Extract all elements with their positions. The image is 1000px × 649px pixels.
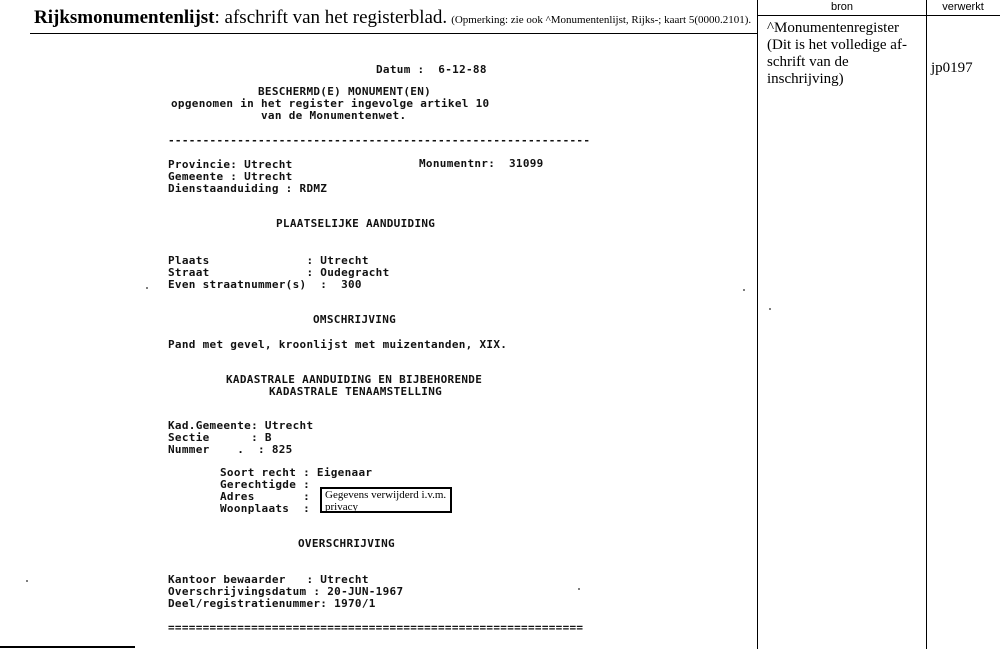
header-divider — [30, 33, 757, 34]
record-heading-2: opgenomen in het register ingevolge artikel 10 — [171, 97, 490, 110]
verwerkt-value: jp0197 — [931, 60, 973, 76]
record-date: Datum : 6-12-88 — [376, 63, 487, 76]
header-title-bold: Rijksmonumentenlijst — [34, 7, 215, 28]
bron-line: (Dit is het volledige af- — [767, 37, 907, 53]
section-omschrijving: OMSCHRIJVING — [313, 313, 397, 326]
bron-line: schrift van de inschrijving) — [767, 54, 849, 87]
bottom-edge-line — [0, 646, 135, 648]
record-gemeente: Gemeente : Utrecht — [168, 170, 293, 183]
record-monumentnr: Monumentnr: 31099 — [419, 157, 544, 170]
record-heading-1: BESCHERMD(E) MONUMENT(EN) — [258, 85, 432, 98]
record-kad-gemeente: Kad.Gemeente: Utrecht — [168, 419, 314, 432]
record-gerechtigde: Gerechtigde : — [220, 478, 310, 491]
record-plaats: Plaats : Utrecht — [168, 254, 369, 267]
record-heading-3: van de Monumentenwet. — [261, 109, 407, 122]
record-dienstaanduiding: Dienstaanduiding : RDMZ — [168, 182, 328, 195]
bron-column-header: bron — [758, 0, 926, 16]
record-equals-rule: ============================================================ — [168, 621, 584, 634]
record-dash-rule: ------------------------------------------------------------- — [168, 134, 591, 147]
scan-speck — [769, 308, 771, 310]
section-overschrijving: OVERSCHRIJVING — [298, 537, 395, 550]
bron-line: ^Monumentenregister — [767, 20, 900, 36]
bron-column — [757, 0, 927, 649]
record-even-straatnummers: Even straatnummer(s) : 300 — [168, 278, 362, 291]
record-straat: Straat : Oudegracht — [168, 266, 390, 279]
record-overschrijvingsdatum: Overschrijvingsdatum : 20-JUN-1967 — [168, 585, 404, 598]
scan-speck — [743, 289, 745, 291]
scan-speck — [146, 287, 148, 289]
verwerkt-column-header: verwerkt — [926, 0, 1000, 16]
record-provincie: Provincie: Utrecht — [168, 158, 293, 171]
header-title-rest: : afschrift van het registerblad. — [214, 7, 448, 28]
record-deel-registratienummer: Deel/registratienummer: 1970/1 — [168, 597, 376, 610]
document-header — [34, 8, 751, 30]
section-kadastrale-2: KADASTRALE TENAAMSTELLING — [269, 385, 443, 398]
header-note: (Opmerking: zie ook ^Monumentenlijst, Rijks-; kaart 5(0000.2101). — [451, 14, 752, 26]
bron-text — [767, 20, 925, 88]
section-kadastrale-1: KADASTRALE AANDUIDING EN BIJBEHORENDE — [226, 373, 483, 386]
scan-speck — [578, 588, 580, 590]
record-nummer: Nummer . : 825 — [168, 443, 293, 456]
record-soort-recht: Soort recht : Eigenaar — [220, 466, 373, 479]
record-adres: Adres : — [220, 490, 310, 503]
section-plaatselijke-aanduiding: PLAATSELIJKE AANDUIDING — [276, 217, 436, 230]
record-sectie: Sectie : B — [168, 431, 272, 444]
privacy-redaction-box: Gegevens verwijderd i.v.m. privacy — [320, 487, 452, 513]
scan-speck — [26, 580, 28, 582]
record-woonplaats: Woonplaats : — [220, 502, 310, 515]
record-omschrijving: Pand met gevel, kroonlijst met muizentanden, XIX. — [168, 338, 508, 351]
record-kantoor-bewaarder: Kantoor bewaarder : Utrecht — [168, 573, 369, 586]
verwerkt-column — [926, 0, 1000, 649]
